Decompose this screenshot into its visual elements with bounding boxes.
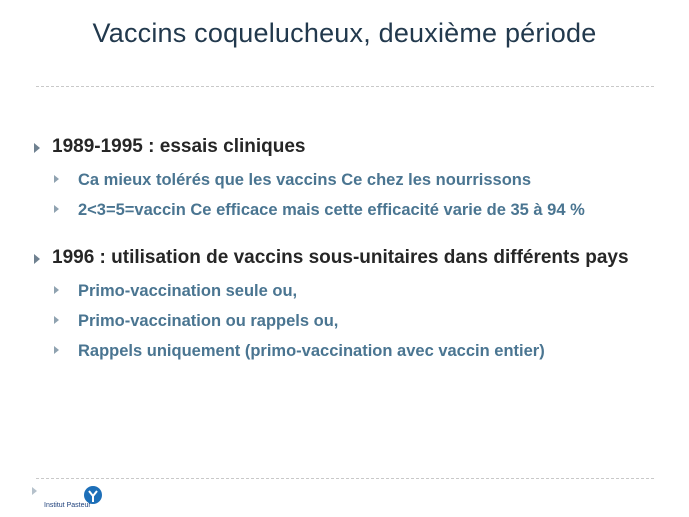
subitem-list (34, 165, 664, 225)
section-1 (34, 134, 664, 225)
sub-bullet-arrow-icon (54, 346, 59, 354)
slide-content (34, 134, 664, 366)
list-item (34, 306, 664, 336)
corner-arrow-icon (32, 487, 37, 495)
section-2 (34, 245, 664, 366)
section-heading (34, 134, 664, 160)
list-item-text: Primo-vaccination ou rappels ou, (78, 312, 339, 330)
institut-pasteur-logo (38, 485, 118, 513)
list-item (34, 165, 664, 195)
list-item-text: Rappels uniquement (primo-vaccination avec vaccin entier) (78, 342, 545, 360)
list-item-text: Primo-vaccination seule ou, (78, 282, 298, 300)
list-item-text: Ca mieux tolérés que les vaccins Ce chez les nourrissons (78, 171, 532, 189)
logo-text: Institut Pasteur (44, 502, 91, 509)
bottom-divider (36, 478, 654, 479)
sub-bullet-arrow-icon (54, 175, 59, 183)
list-item (34, 276, 664, 306)
section-heading-text: 1996 : utilisation de vaccins sous-unitaires dans différents pays (52, 247, 629, 268)
sub-bullet-arrow-icon (54, 286, 59, 294)
list-item-text: 2<3=5=vaccin Ce efficace mais cette efficacité varie de 35 à 94 % (78, 201, 585, 219)
subitem-list (34, 276, 664, 366)
list-item (34, 336, 664, 366)
sub-bullet-arrow-icon (54, 316, 59, 324)
section-heading (34, 245, 664, 271)
list-item (34, 195, 664, 225)
top-divider (36, 86, 654, 87)
slide-title: Vaccins coquelucheux, deuxième période (92, 18, 597, 48)
sub-bullet-arrow-icon (54, 205, 59, 213)
bullet-arrow-icon (34, 143, 40, 153)
bullet-arrow-icon (34, 254, 40, 264)
section-heading-text: 1989-1995 : essais cliniques (52, 136, 306, 157)
